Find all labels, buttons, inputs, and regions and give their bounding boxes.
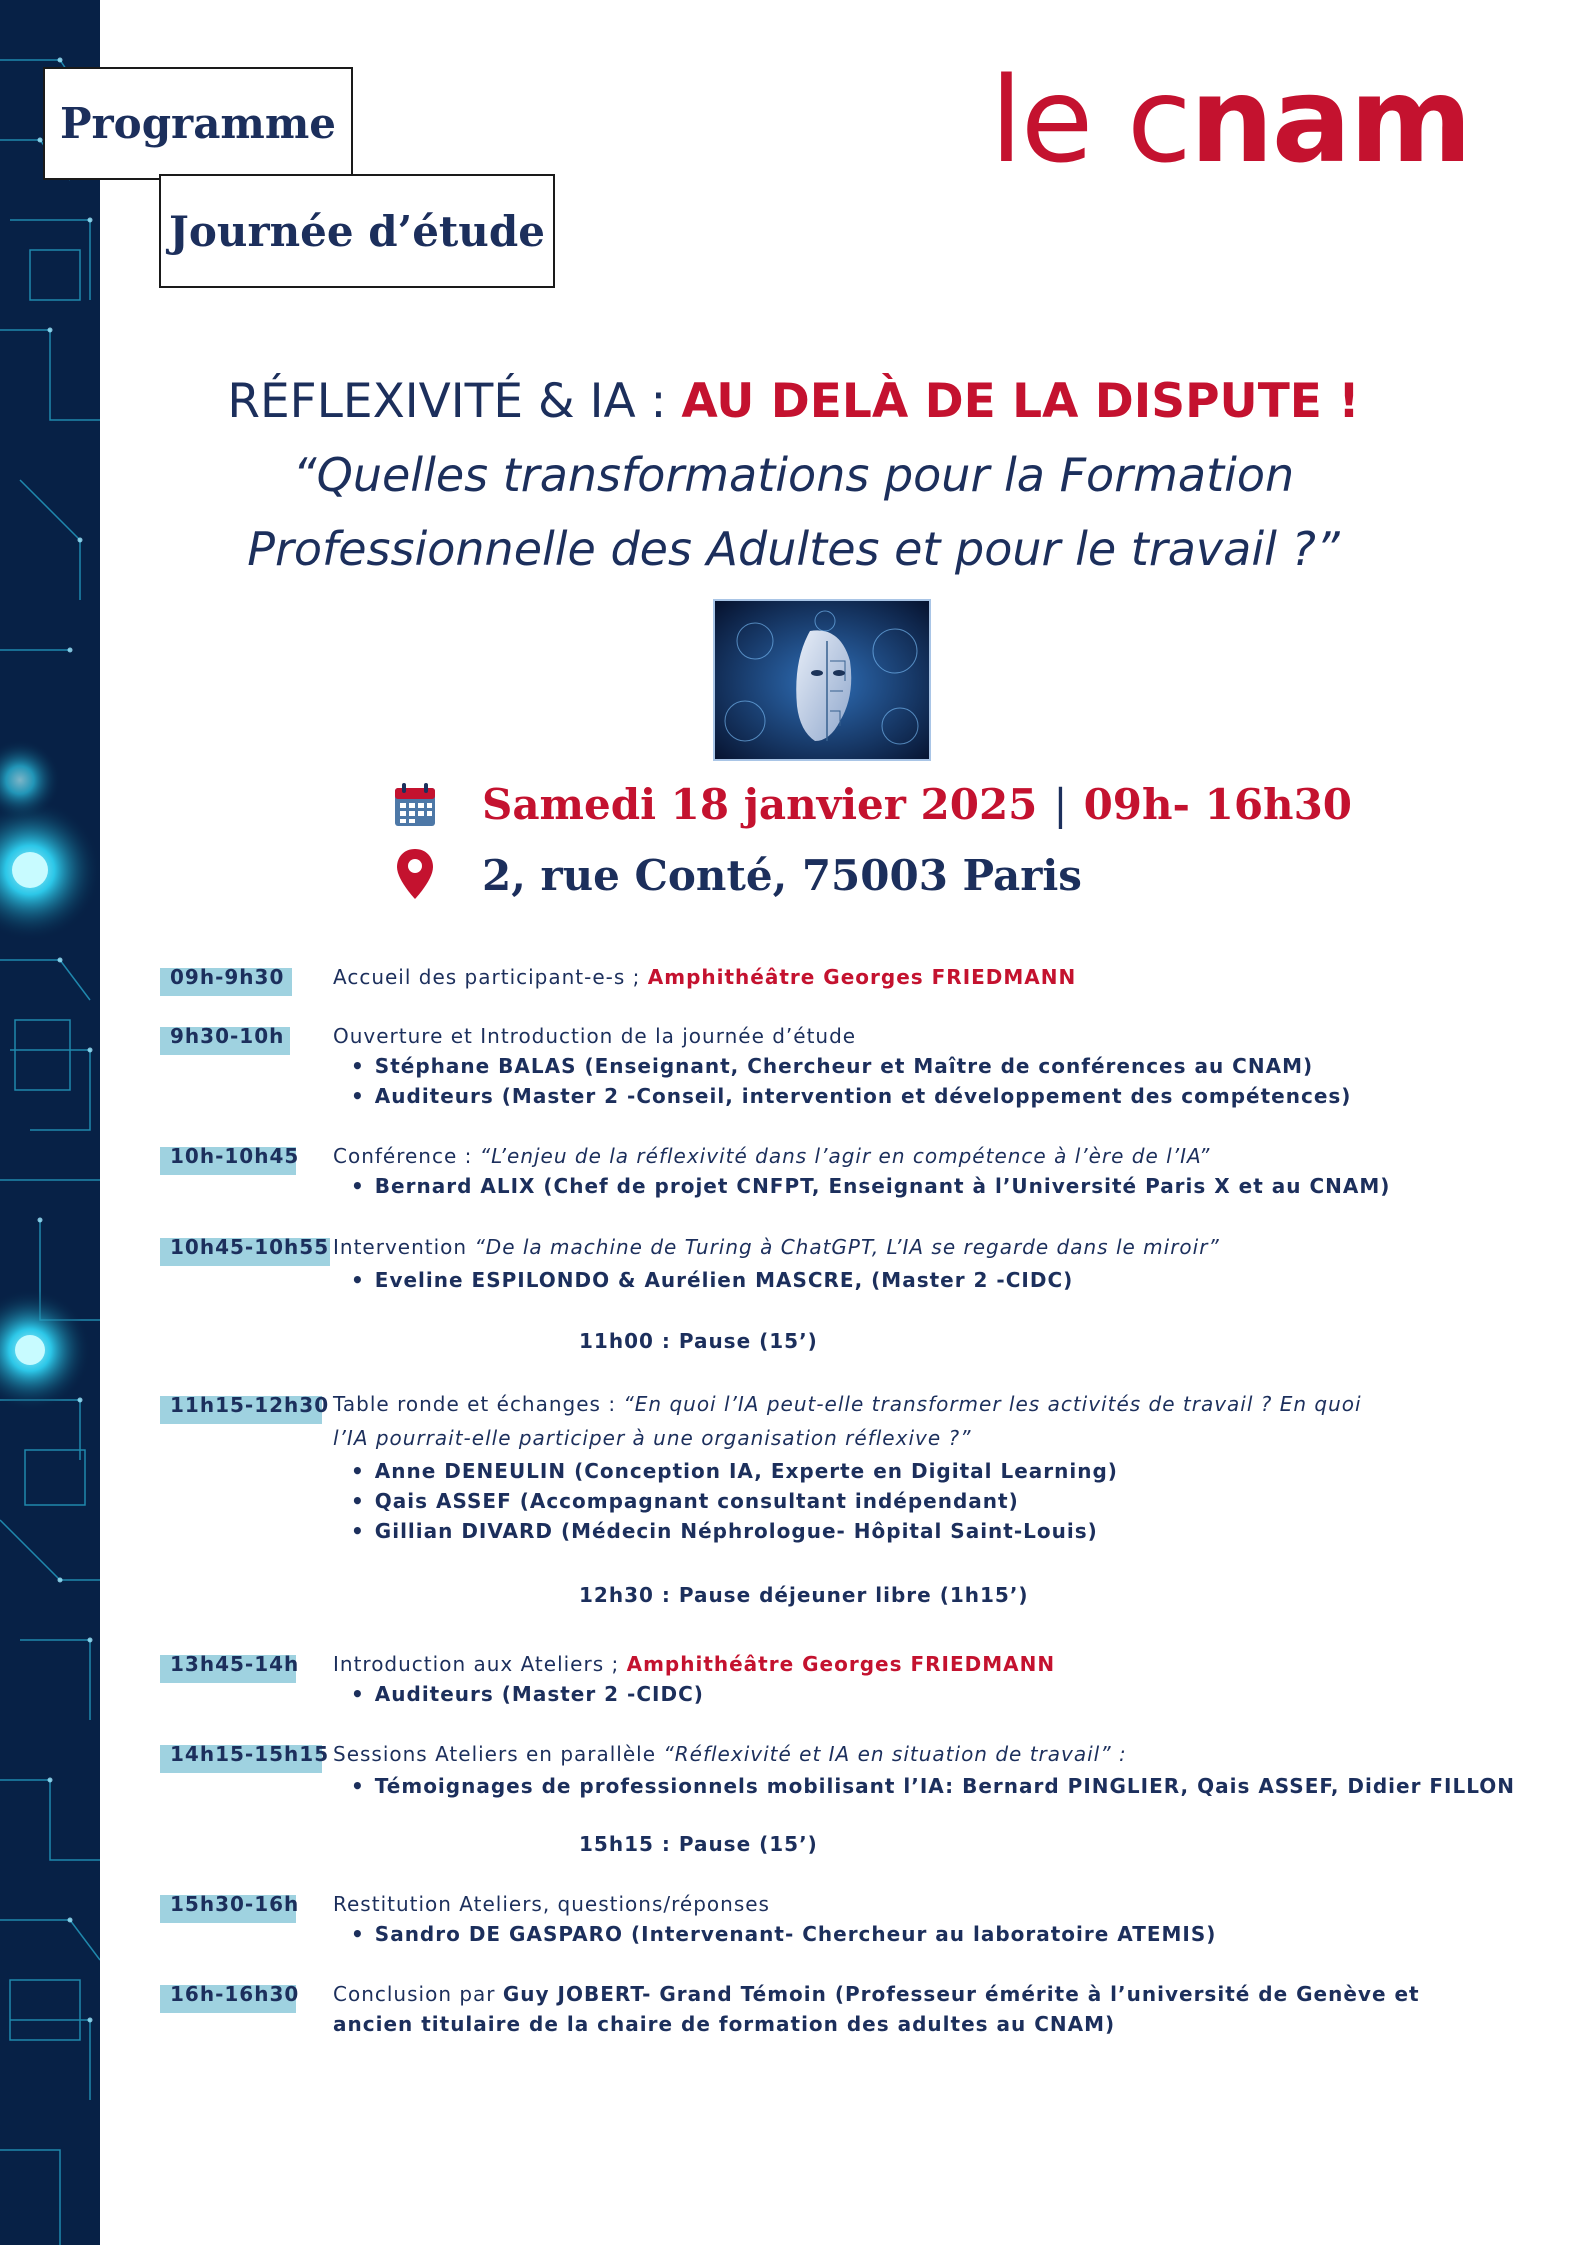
speaker-item: • Bernard ALIX (Chef de projet CNFPT, Enseignant à l’Université Paris X et au CNAM) <box>351 1171 1390 1201</box>
calendar-icon <box>378 780 452 828</box>
programme-label: Programme <box>59 99 337 148</box>
main-title <box>0 372 1587 432</box>
schedule-item-text: Restitution Ateliers, questions/réponses <box>333 1892 770 1916</box>
pause-item: 12h30 : Pause déjeuner libre (1h15’) <box>579 1583 1029 1607</box>
schedule-item-text-cont: l’IA pourrait-elle participer à une organisation réflexive ?” <box>333 1426 972 1450</box>
date-separator: | <box>1053 779 1068 829</box>
pause-item: 15h15 : Pause (15’) <box>579 1832 818 1856</box>
time-slot: 16h-16h30 <box>160 1981 299 2007</box>
schedule-item-text: Conclusion par Guy JOBERT- Grand Témoin (Professeur émérite à l’université de Genève et <box>333 1982 1420 2006</box>
journee-label-box <box>159 174 555 288</box>
event-address-row <box>378 843 1082 907</box>
schedule-item-text: Introduction aux Ateliers ; Amphithéâtre Georges FRIEDMANN <box>333 1652 1056 1676</box>
subtitle <box>0 438 1587 586</box>
time-slot: 15h30-16h <box>160 1891 299 1917</box>
subtitle-line2: Professionnelle des Adultes et pour le travail ?” <box>247 522 1340 576</box>
venue-name: Amphithéâtre Georges FRIEDMANN <box>647 965 1077 989</box>
main-title-part2: AU DELÀ DE LA DISPUTE ! <box>681 374 1360 429</box>
time-slot: 14h15-15h15 <box>160 1741 329 1767</box>
journee-label: Journée d’étude <box>169 206 545 256</box>
speaker-item: • Stéphane BALAS (Enseignant, Chercheur et Maître de conférences au CNAM) <box>351 1051 1313 1081</box>
time-slot: 10h-10h45 <box>160 1143 299 1169</box>
schedule-item-text: Table ronde et échanges : “En quoi l’IA peut-elle transformer les activités de travail ? En quoi <box>333 1392 1362 1416</box>
speaker-item: • Eveline ESPILONDO & Aurélien MASCRE, (Master 2 -CIDC) <box>351 1265 1073 1295</box>
logo-light-text: le c <box>990 51 1190 189</box>
location-pin-icon <box>378 847 452 903</box>
time-slot: 10h45-10h55 <box>160 1234 329 1260</box>
time-slot: 9h30-10h <box>160 1023 284 1049</box>
subtitle-line1: “Quelles transformations pour la Formation <box>292 448 1295 502</box>
speaker-item: • Gillian DIVARD (Médecin Néphrologue- Hôpital Saint-Louis) <box>351 1516 1098 1546</box>
speaker-item: • Sandro DE GASPARO (Intervenant- Chercheur au laboratoire ATEMIS) <box>351 1919 1216 1949</box>
event-date-row <box>378 772 1352 836</box>
schedule-item-text: Intervention “De la machine de Turing à ChatGPT, L’IA se regarde dans le miroir” <box>333 1235 1220 1259</box>
venue-name: Amphithéâtre Georges FRIEDMANN <box>626 1652 1056 1676</box>
decorative-sidebar <box>0 0 100 2245</box>
programme-label-box <box>43 67 353 180</box>
event-hours: 09h- 16h30 <box>1083 779 1353 829</box>
schedule-item-text: Sessions Ateliers en parallèle “Réflexivité et IA en situation de travail” : <box>333 1742 1127 1766</box>
speaker-item: • Témoignages de professionnels mobilisant l’IA: Bernard PINGLIER, Qais ASSEF, Didier FILLON <box>351 1771 1515 1801</box>
ai-face-image <box>713 599 931 761</box>
event-date: Samedi 18 janvier 2025 <box>482 779 1038 829</box>
schedule-item-text: Ouverture et Introduction de la journée d’étude <box>333 1024 857 1048</box>
pause-item: 11h00 : Pause (15’) <box>579 1329 818 1353</box>
time-slot: 09h-9h30 <box>160 964 284 990</box>
time-slot: 11h15-12h30 <box>160 1392 329 1418</box>
schedule-item-text-cont: ancien titulaire de la chaire de formation des adultes au CNAM) <box>333 2012 1116 2036</box>
speaker-item: • Auditeurs (Master 2 -Conseil, intervention et développement des compétences) <box>351 1081 1351 1111</box>
schedule-item-text: Accueil des participant-e-s ; Amphithéâtre Georges FRIEDMANN <box>333 965 1077 989</box>
cnam-logo <box>990 51 1471 189</box>
event-address: 2, rue Conté, 75003 Paris <box>482 850 1082 900</box>
speaker-item: • Anne DENEULIN (Conception IA, Experte en Digital Learning) <box>351 1456 1118 1486</box>
speaker-item: • Auditeurs (Master 2 -CIDC) <box>351 1679 704 1709</box>
schedule-item-text: Conférence : “L’enjeu de la réflexivité dans l’agir en compétence à l’ère de l’IA” <box>333 1144 1211 1168</box>
time-slot: 13h45-14h <box>160 1651 299 1677</box>
logo-bold-text: nam <box>1189 51 1471 189</box>
speaker-item: • Qais ASSEF (Accompagnant consultant indépendant) <box>351 1486 1019 1516</box>
main-title-part1: RÉFLEXIVITÉ & IA : <box>227 374 682 429</box>
